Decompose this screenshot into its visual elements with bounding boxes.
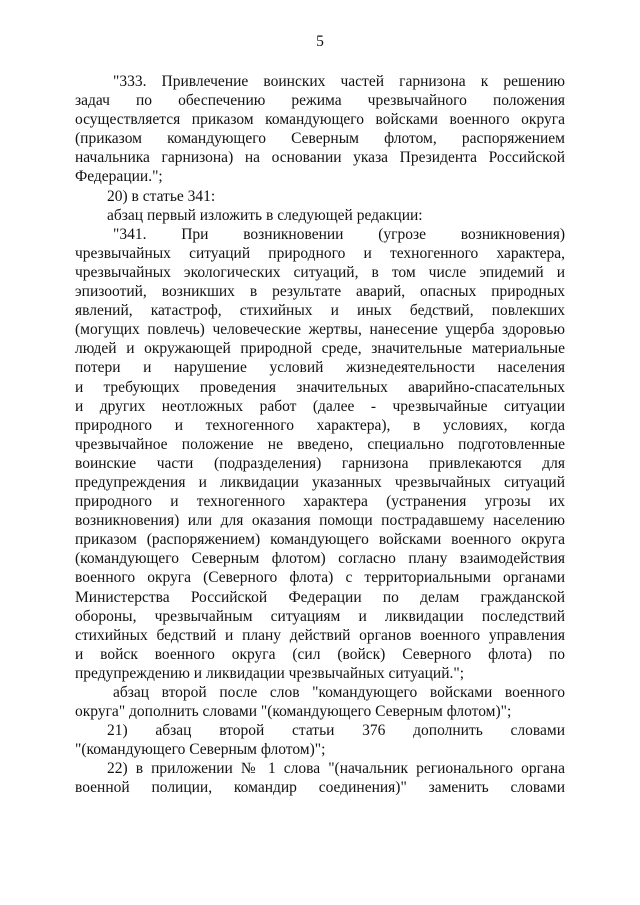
text-line: эпизоотий, возникших в результате аварий, опасных природных	[75, 283, 565, 301]
text-line: (приказом командующего Северным флотом, распоряжением	[75, 130, 565, 148]
text-line: Федерации.";	[75, 168, 163, 186]
text-line: людей и окружающей природной среде, значительные материальные	[75, 340, 565, 358]
text-line: осуществляется приказом командующего войсками военного округа	[75, 111, 565, 129]
text-line: воинские части (подразделения) гарнизона привлекаются для	[75, 454, 565, 472]
text-line: возникновения) или для оказания помощи пострадавшему населению	[75, 512, 565, 530]
text-line: и других неотложных работ (далее - чрезвычайные ситуации	[75, 397, 565, 415]
text-line: обороны, чрезвычайным ситуациям и ликвидации последствий	[75, 607, 565, 625]
page-number: 5	[316, 33, 324, 50]
text-line: абзац первый изложить в следующей редакции:	[107, 206, 423, 224]
text-line: абзац второй после слов "командующего войсками военного	[113, 684, 565, 701]
text-line: и требующих проведения значительных аварийно-спасательных	[75, 378, 565, 396]
text-line: и войск военного округа (сил (войск) Северного флота) по	[75, 645, 565, 663]
text-line: 21) абзац второй статьи 376 дополнить словами	[107, 722, 565, 740]
text-line: предупреждения и ликвидации указанных чрезвычайных ситуаций	[75, 473, 565, 491]
text-line: чрезвычайных ситуаций природного и техногенного характера,	[75, 244, 565, 262]
text-line: природного и техногенного характера), в условиях, когда	[75, 416, 565, 434]
text-line: приказом (распоряжением) командующего войсками военного округа	[75, 531, 565, 549]
text-line: округа" дополнить словами "(командующего Северным флотом)";	[75, 703, 512, 721]
text-line: 22) в приложении № 1 слова "(начальник регионального органа	[107, 760, 565, 778]
document-body	[75, 72, 565, 798]
text-line: предупреждению и ликвидации чрезвычайных ситуаций.";	[75, 664, 465, 682]
text-line: (командующего Северным флотом) согласно плану взаимодействия	[75, 550, 565, 568]
text-line: стихийных бедствий и плану действий органов военного управления	[75, 626, 565, 644]
text-line: (могущих повлечь) человеческие жертвы, нанесение ущерба здоровью	[75, 321, 565, 339]
text-line: начальника гарнизона) на основании указа Президента Российской	[75, 149, 565, 167]
text-line: "341. При возникновении (угрозе возникновения)	[113, 225, 565, 243]
text-line: чрезвычайных экологических ситуаций, в том числе эпидемий и	[75, 263, 565, 281]
text-line: Министерства Российской Федерации по делам гражданской	[75, 588, 565, 606]
text-line: военного округа (Северного флота) с территориальными органами	[75, 569, 565, 587]
text-line: явлений, катастроф, стихийных и иных бедствий, повлекших	[75, 302, 565, 320]
text-line: чрезвычайное положение не введено, специально подготовленные	[75, 435, 565, 453]
text-line: "(командующего Северным флотом)";	[75, 741, 326, 759]
text-line: военной полиции, командир соединения)" заменить словами	[75, 779, 565, 797]
text-line: 20) в статье 341:	[107, 187, 216, 205]
text-line: потери и нарушение условий жизнедеятельности населения	[75, 359, 565, 377]
text-line: "333. Привлечение воинских частей гарнизона к решению	[113, 73, 565, 90]
text-line: природного и техногенного характера (устранения угрозы их	[75, 493, 565, 511]
text-line: задач по обеспечению режима чрезвычайного положения	[75, 92, 565, 110]
